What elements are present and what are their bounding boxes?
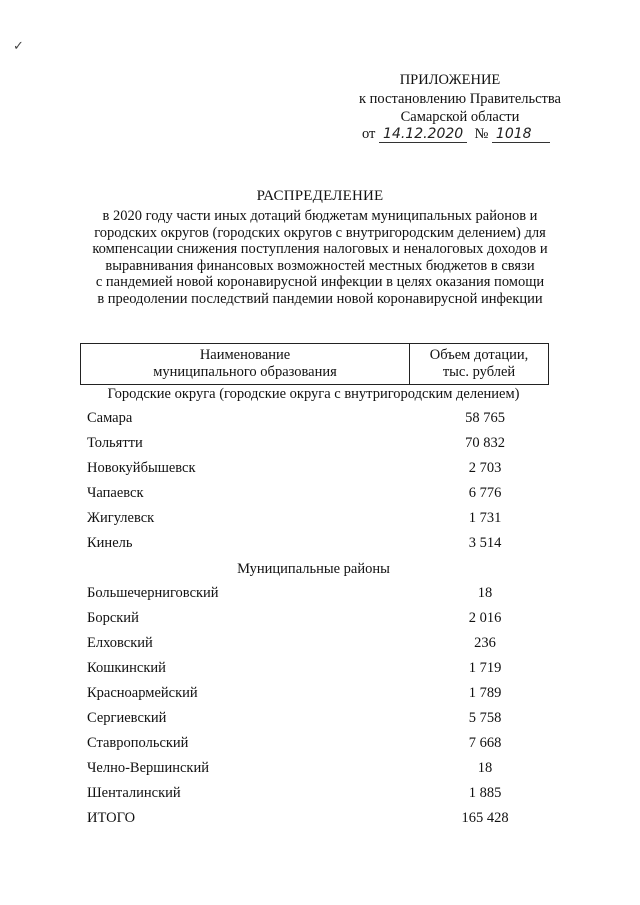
row-name: Жигулевск: [87, 510, 155, 526]
row-name: Тольятти: [87, 435, 143, 451]
table-row: [87, 660, 547, 680]
row-value: 18: [477, 585, 493, 601]
subtitle-line: с пандемией новой коронавирусной инфекции в целях оказания помощи: [95, 274, 545, 291]
annex-line2: Самарской области: [400, 109, 520, 125]
subtitle-line: в 2020 году части иных дотаций бюджетам муниципальных районов и: [102, 208, 538, 224]
row-value: 7 668: [468, 735, 502, 751]
row-value: 1 719: [468, 660, 502, 676]
subtitle-line: городских округов (городских округов с внутригородским делением) для: [94, 224, 546, 241]
table-row: [87, 785, 547, 805]
table-row: [87, 610, 547, 630]
row-name: Кошкинский: [87, 660, 166, 676]
row-value: 6 776: [468, 485, 502, 501]
margin-mark: ✓: [13, 38, 24, 53]
table-header: [80, 343, 549, 385]
row-value: 1 731: [468, 510, 502, 526]
subtitle-line: компенсации снижения поступления налоговых и неналоговых доходов и: [92, 241, 548, 258]
annex-date: 14.12.2020: [379, 126, 467, 143]
row-value: 70 832: [465, 435, 505, 451]
row-value: 3 514: [468, 535, 502, 551]
row-value: 236: [474, 635, 496, 651]
row-value: 2 016: [468, 610, 502, 626]
row-name: Шенталинский: [87, 785, 181, 801]
annex-number: 1018: [492, 126, 550, 143]
annex-title: ПРИЛОЖЕНИЕ: [399, 72, 501, 88]
total-value: 165 428: [461, 810, 509, 826]
total-label: ИТОГО: [87, 810, 136, 826]
subtitle-line: в преодолении последствий пандемии новой коронавирусной инфекции: [97, 290, 543, 307]
table-row: [87, 635, 547, 655]
row-value: 1 789: [468, 685, 502, 701]
row-name: Чапаевск: [87, 485, 144, 501]
total-row: [87, 810, 547, 830]
header-volume-line1: Объем дотации,: [429, 347, 529, 363]
subtitle-line: выравнивания финансовых возможностей местных бюджетов в связи: [105, 257, 535, 274]
row-name: Красноармейский: [87, 685, 198, 701]
table-row: [87, 760, 547, 780]
row-name: Челно-Вершинский: [87, 760, 209, 776]
table-row: [87, 460, 547, 480]
header-name-line2: муниципального образования: [153, 364, 337, 380]
table-row: [87, 535, 547, 555]
annex-line1: к постановлению Правительства: [359, 91, 561, 107]
row-value: 1 885: [468, 785, 502, 801]
row-value: 5 758: [468, 710, 502, 726]
row-name: Елховский: [87, 635, 153, 651]
section-title-municipal-districts: Муниципальные районы: [237, 561, 390, 577]
header-name-cell: [81, 344, 410, 384]
table-row: [87, 710, 547, 730]
table-row: [87, 685, 547, 705]
table-row: [87, 510, 547, 530]
row-name: Самара: [87, 410, 133, 426]
header-name-line1: Наименование: [199, 347, 291, 363]
document-subtitle: [70, 208, 570, 308]
row-name: Ставропольский: [87, 735, 189, 751]
document-title: РАСПРЕДЕЛЕНИЕ: [256, 188, 384, 204]
row-name: Борский: [87, 610, 139, 626]
row-name: Кинель: [87, 535, 133, 551]
row-value: 2 703: [468, 460, 502, 476]
row-name: Новокуйбышевск: [87, 460, 196, 476]
date-prefix: от: [362, 126, 376, 142]
table-row: [87, 485, 547, 505]
table-row: [87, 585, 547, 605]
header-volume-line2: тыс. рублей: [442, 364, 516, 380]
table-row: [87, 735, 547, 755]
row-name: Сергиевский: [87, 710, 167, 726]
number-prefix: №: [474, 126, 489, 142]
row-name: Большечерниговский: [87, 585, 219, 601]
table-row: [87, 410, 547, 430]
header-volume-cell: [410, 344, 548, 384]
row-value: 58 765: [465, 410, 505, 426]
table-row: [87, 435, 547, 455]
annex-dateline: [362, 126, 550, 143]
section-title-city-districts: Городские округа (городские округа с внутригородским делением): [107, 386, 520, 402]
row-value: 18: [477, 760, 493, 776]
